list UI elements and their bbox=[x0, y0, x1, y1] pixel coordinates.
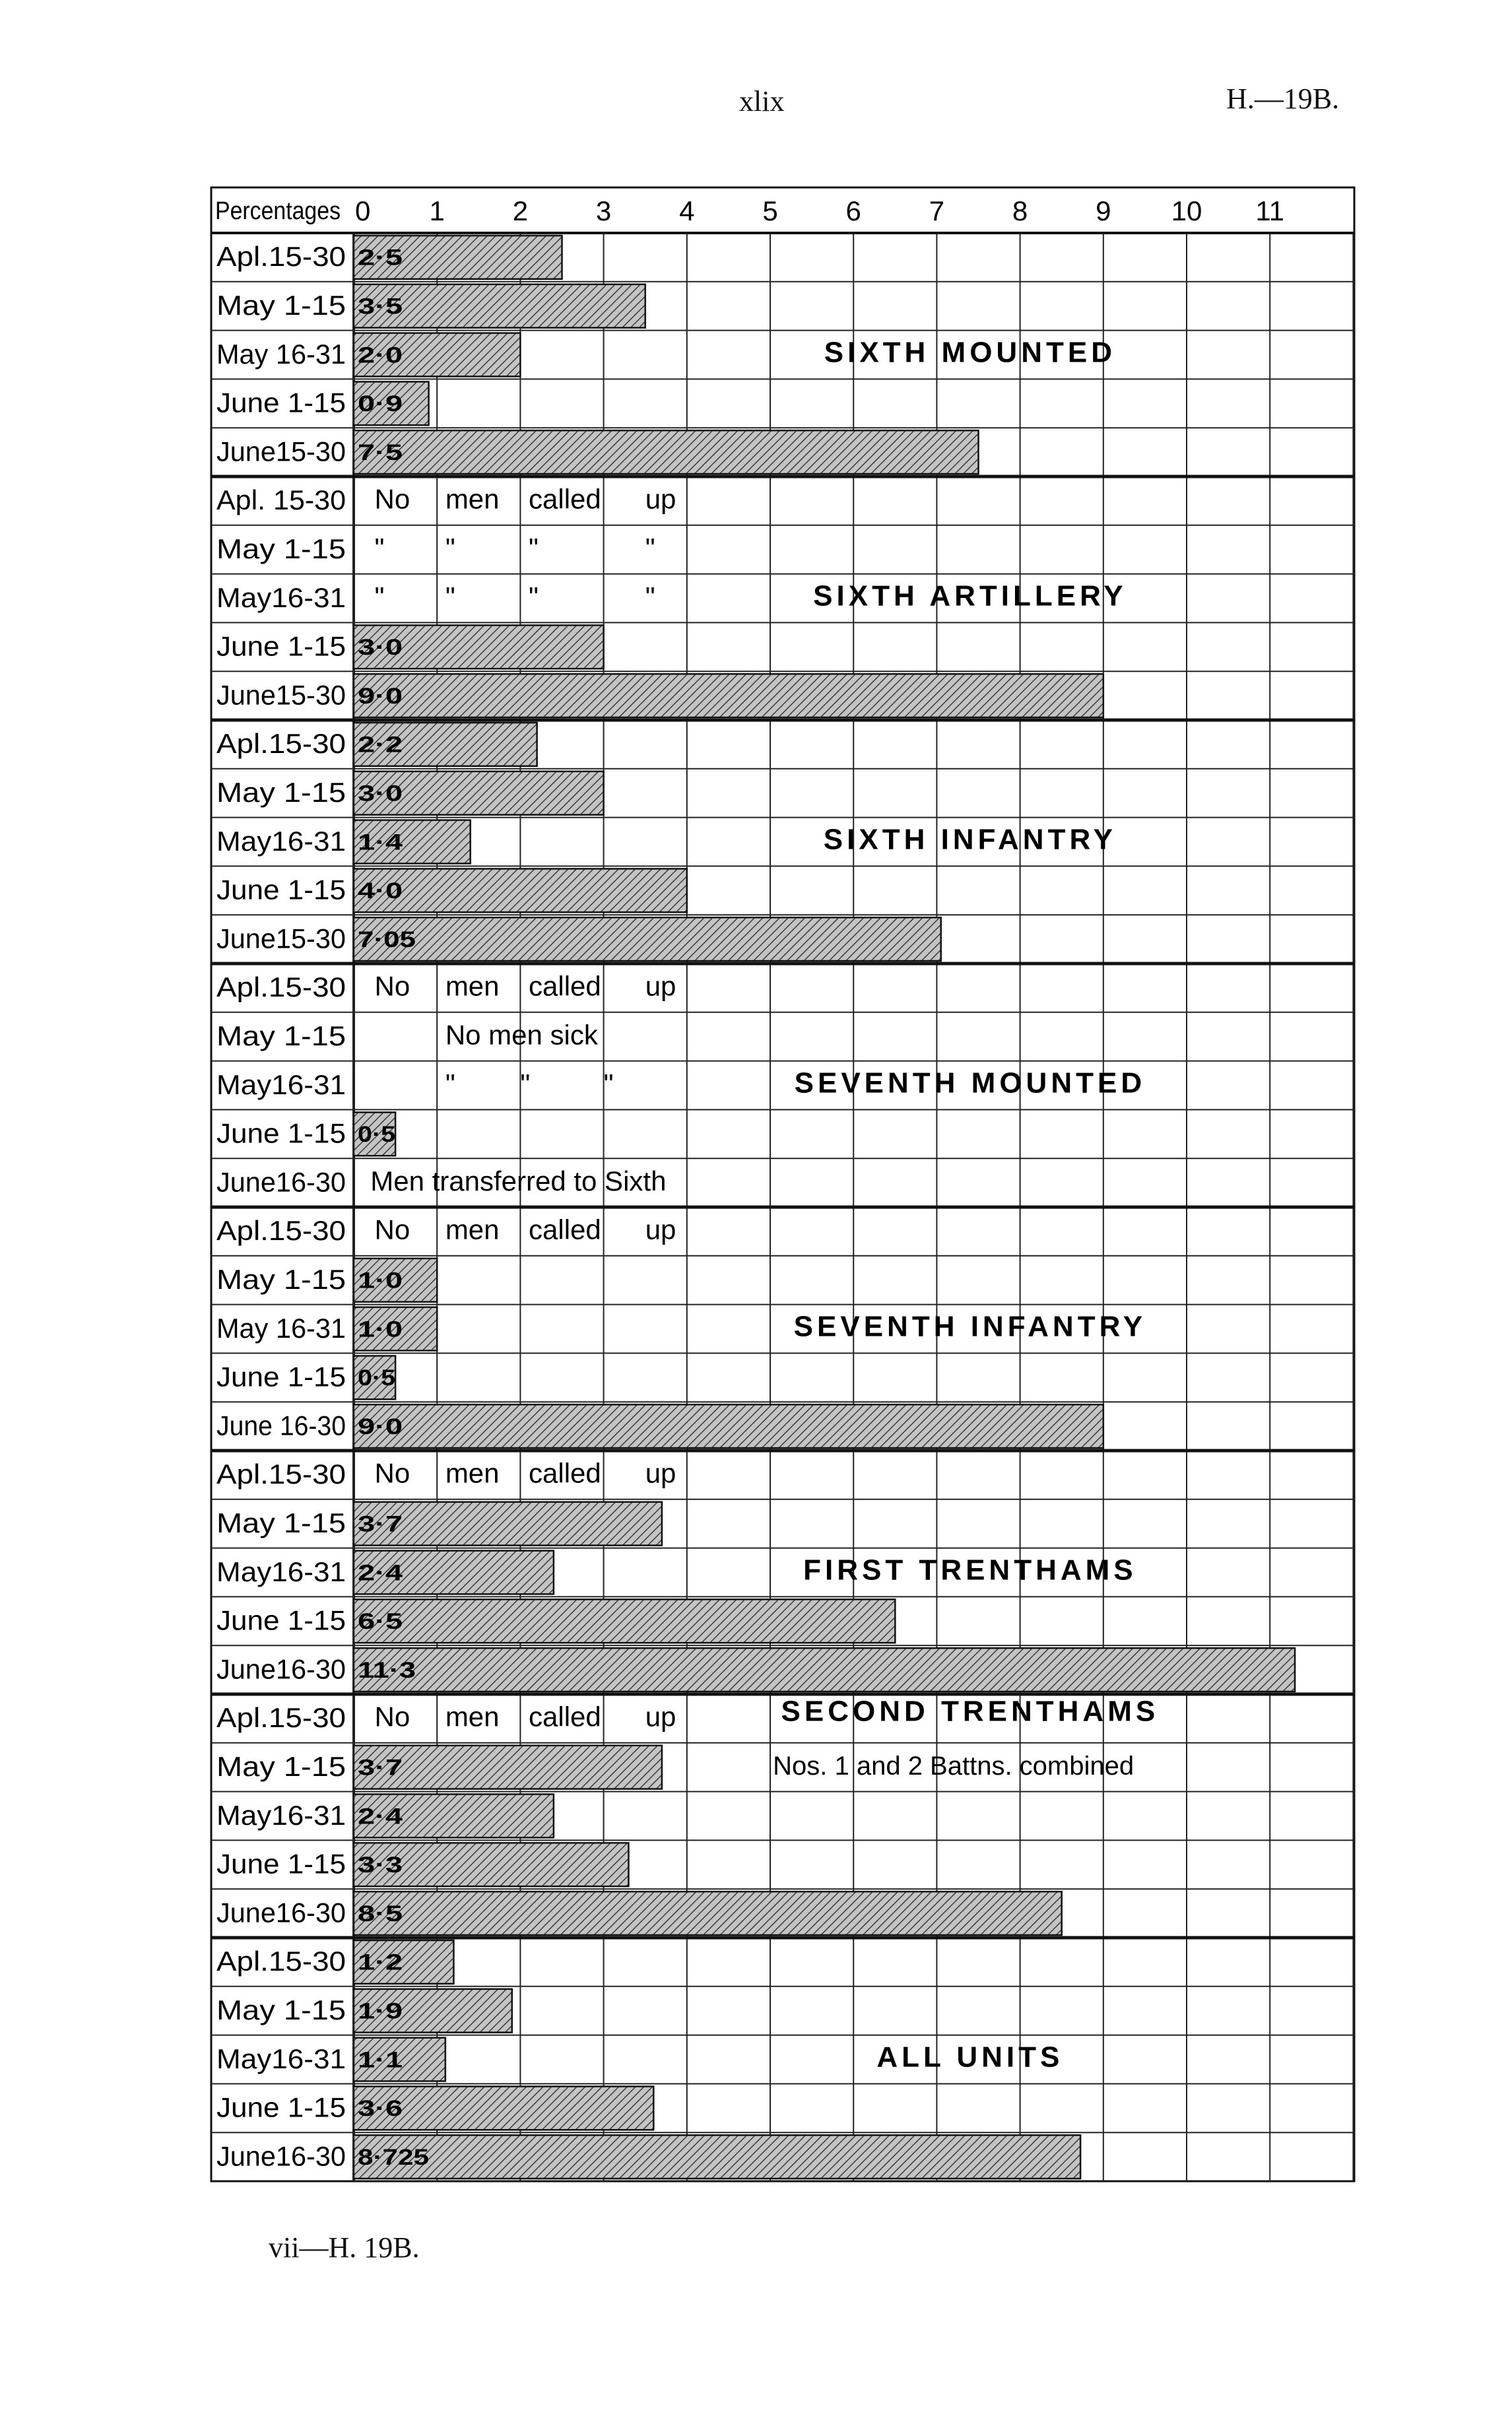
row-note-word: No bbox=[374, 483, 411, 515]
row-label: June15-30 bbox=[216, 923, 346, 954]
row-note-word: " bbox=[445, 581, 455, 612]
x-tick-label: 6 bbox=[845, 195, 861, 226]
bar-value-label: 3·3 bbox=[358, 1853, 403, 1878]
x-tick-label: 5 bbox=[762, 195, 778, 226]
row-note-word: men bbox=[445, 1701, 500, 1732]
page-footer: vii—H. 19B. bbox=[269, 2231, 420, 2264]
bar bbox=[354, 2135, 1080, 2179]
row-note-word: No bbox=[374, 1457, 411, 1489]
bar-value-label: 0·5 bbox=[358, 1122, 396, 1148]
x-tick-label: 10 bbox=[1171, 195, 1202, 226]
row-label: Apl.15-30 bbox=[216, 1215, 346, 1247]
group-name: SECOND TRENTHAMS bbox=[781, 1695, 1160, 1728]
row-note: Men transferred to Sixth bbox=[370, 1165, 667, 1197]
row-note-word: No bbox=[374, 1214, 411, 1245]
bar-value-label: 8·5 bbox=[358, 1901, 403, 1926]
x-tick-label: 0 bbox=[355, 195, 371, 226]
bar-value-label: 3·7 bbox=[358, 1755, 403, 1781]
row-note-word: " bbox=[520, 1068, 531, 1100]
row-label: Apl.15-30 bbox=[216, 1459, 346, 1490]
bar-value-label: 2·4 bbox=[358, 1804, 403, 1829]
bar bbox=[354, 1891, 1062, 1935]
bar-value-label: 3·5 bbox=[358, 294, 403, 319]
x-tick-label: 2 bbox=[512, 195, 529, 226]
x-tick-label: 7 bbox=[929, 195, 945, 226]
row-note-word: called bbox=[529, 970, 601, 1002]
row-label: May16-31 bbox=[216, 1068, 346, 1100]
row-label: June 1-15 bbox=[216, 630, 346, 662]
bar-value-label: 7·5 bbox=[358, 440, 403, 465]
row-label: May 1-15 bbox=[216, 1507, 346, 1538]
row-label: June15-30 bbox=[216, 436, 346, 467]
row-note-word: " bbox=[374, 581, 385, 612]
group-name: SIXTH MOUNTED bbox=[824, 336, 1116, 369]
bar-value-label: 1·9 bbox=[358, 1998, 403, 2024]
row-note-word: " bbox=[445, 532, 455, 564]
row-note-word: called bbox=[529, 483, 601, 515]
x-tick-label: 8 bbox=[1012, 195, 1028, 226]
row-label: June16-30 bbox=[216, 1653, 346, 1685]
group-name: SEVENTH MOUNTED bbox=[794, 1067, 1146, 1100]
row-label: May 1-15 bbox=[216, 1020, 346, 1051]
row-note-word: up bbox=[645, 1701, 676, 1732]
row-label: May 1-15 bbox=[216, 1994, 346, 2025]
x-tick-label: 3 bbox=[595, 195, 612, 226]
bar-value-label: 3·0 bbox=[358, 781, 403, 806]
row-label: June16-30 bbox=[216, 1897, 346, 1928]
group-name: SEVENTH INFANTRY bbox=[793, 1310, 1147, 1343]
bar bbox=[354, 1404, 1103, 1448]
row-label: May 16-31 bbox=[216, 1312, 346, 1344]
bar-value-label: 9·0 bbox=[358, 683, 403, 709]
row-note-word: " bbox=[374, 532, 385, 564]
row-label: Apl.15-30 bbox=[216, 1702, 346, 1734]
row-note-word: " bbox=[645, 581, 655, 612]
bar bbox=[354, 917, 941, 961]
row-note-word: men bbox=[445, 1457, 500, 1489]
row-note: No men sick bbox=[445, 1019, 598, 1051]
row-note-word: called bbox=[529, 1457, 601, 1489]
row-note-word: called bbox=[529, 1701, 601, 1732]
row-note-word: " bbox=[529, 532, 539, 564]
row-note-word: up bbox=[645, 1457, 676, 1489]
x-tick-label: 11 bbox=[1255, 195, 1285, 226]
row-label: Apl.15-30 bbox=[216, 1946, 346, 1977]
row-label: June 1-15 bbox=[216, 2091, 346, 2123]
row-label: May 1-15 bbox=[216, 533, 346, 564]
bar-value-label: 2·4 bbox=[358, 1560, 403, 1586]
document-reference: H.—19B. bbox=[1226, 82, 1340, 115]
row-note-word: men bbox=[445, 483, 500, 515]
row-label: May16-31 bbox=[216, 825, 346, 857]
row-label: June 1-15 bbox=[216, 1604, 346, 1636]
bar-value-label: 2·0 bbox=[358, 343, 403, 368]
row-label: May 1-15 bbox=[216, 1263, 346, 1295]
bar-value-label: 1·2 bbox=[358, 1950, 403, 1975]
row-note-word: called bbox=[529, 1214, 601, 1245]
row-label: Apl. 15-30 bbox=[216, 484, 346, 516]
row-label: June 1-15 bbox=[216, 874, 346, 905]
row-label: Apl.15-30 bbox=[216, 241, 346, 273]
group-name: SIXTH ARTILLERY bbox=[813, 579, 1127, 612]
row-note-word: up bbox=[645, 483, 676, 515]
row-label: June 16-30 bbox=[216, 1410, 346, 1441]
row-label: Apl.15-30 bbox=[216, 728, 346, 760]
row-label: May 16-31 bbox=[216, 338, 346, 370]
row-label: May16-31 bbox=[216, 2043, 346, 2074]
row-label: June16-30 bbox=[216, 1166, 346, 1198]
bar bbox=[354, 869, 687, 912]
row-note-word: men bbox=[445, 970, 500, 1002]
row-note-word: up bbox=[645, 1214, 676, 1245]
page-number: xlix bbox=[739, 85, 785, 117]
row-note-word: " bbox=[445, 1068, 455, 1100]
row-label: May 1-15 bbox=[216, 1750, 346, 1782]
row-note-word: No bbox=[374, 970, 411, 1002]
group-name: FIRST TRENTHAMS bbox=[803, 1554, 1137, 1587]
bar-value-label: 1·1 bbox=[358, 2047, 403, 2073]
bar-value-label: 1·0 bbox=[358, 1268, 403, 1294]
row-note-word: " bbox=[603, 1068, 614, 1100]
row-label: May 1-15 bbox=[216, 776, 346, 808]
x-axis-title: Percentages bbox=[215, 197, 341, 225]
group-name: ALL UNITS bbox=[876, 2041, 1064, 2074]
row-label: June15-30 bbox=[216, 679, 346, 711]
bar bbox=[354, 430, 979, 474]
x-tick-label: 1 bbox=[429, 195, 445, 226]
row-note-word: up bbox=[645, 970, 676, 1002]
bar-value-label: 8·725 bbox=[358, 2144, 429, 2170]
bar-value-label: 0·5 bbox=[358, 1365, 396, 1391]
row-label: Apl.15-30 bbox=[216, 971, 346, 1003]
bar-value-label: 2·2 bbox=[358, 732, 403, 758]
row-label: June 1-15 bbox=[216, 387, 346, 418]
bar bbox=[354, 674, 1103, 717]
bar-value-label: 4·0 bbox=[358, 878, 403, 904]
row-note-word: " bbox=[529, 581, 539, 612]
row-label: June 1-15 bbox=[216, 1848, 346, 1880]
row-note-word: men bbox=[445, 1214, 500, 1245]
bar-value-label: 3·6 bbox=[358, 2096, 403, 2122]
row-label: June16-30 bbox=[216, 2140, 346, 2172]
bar-value-label: 9·0 bbox=[358, 1414, 403, 1439]
x-tick-label: 9 bbox=[1096, 195, 1111, 226]
bar-value-label: 3·7 bbox=[358, 1511, 403, 1537]
group-subtitle: Nos. 1 and 2 Battns. combined bbox=[773, 1751, 1134, 1781]
bar bbox=[354, 1648, 1295, 1692]
bar-value-label: 0·9 bbox=[358, 391, 403, 417]
bar-value-label: 1·0 bbox=[358, 1317, 403, 1342]
row-label: May 1-15 bbox=[216, 289, 346, 321]
row-label: May16-31 bbox=[216, 581, 346, 613]
bar-value-label: 6·5 bbox=[358, 1609, 403, 1635]
bar-value-label: 1·4 bbox=[358, 830, 403, 855]
bar-value-label: 2·5 bbox=[358, 245, 403, 271]
row-label: June 1-15 bbox=[216, 1117, 346, 1149]
row-note-word: No bbox=[374, 1701, 411, 1732]
row-note-word: " bbox=[645, 532, 655, 564]
bar-value-label: 7·05 bbox=[358, 927, 416, 952]
group-name: SIXTH INFANTRY bbox=[823, 823, 1117, 856]
bar-value-label: 3·0 bbox=[358, 635, 403, 661]
x-tick-label: 4 bbox=[679, 195, 695, 226]
row-label: May16-31 bbox=[216, 1799, 346, 1831]
bar-value-label: 11·3 bbox=[358, 1657, 416, 1683]
bar bbox=[354, 1599, 895, 1643]
row-label: May16-31 bbox=[216, 1556, 346, 1587]
row-label: June 1-15 bbox=[216, 1361, 346, 1393]
